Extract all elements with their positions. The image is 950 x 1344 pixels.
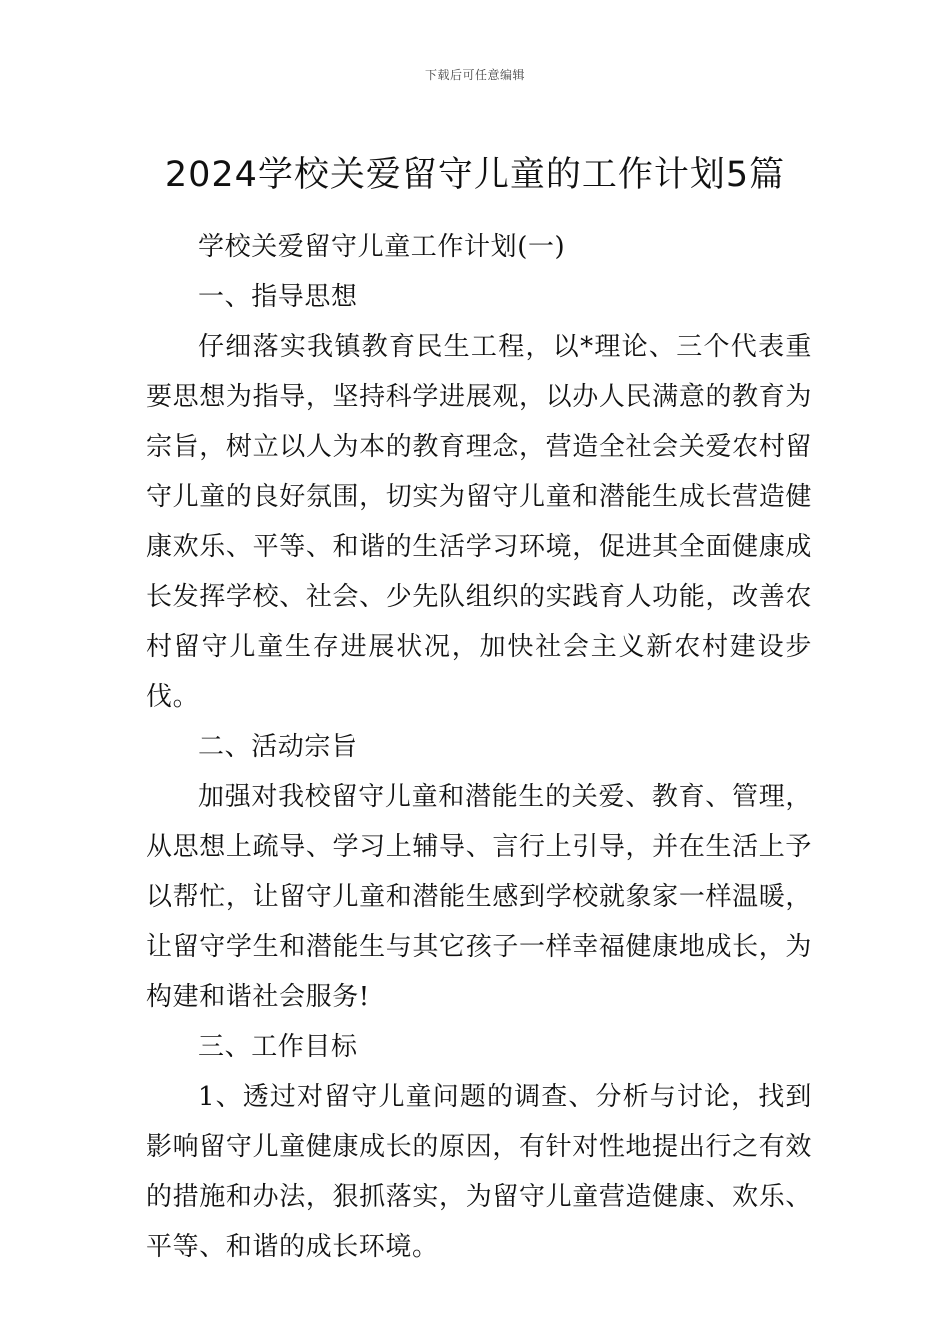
- section-heading-guiding-thought: 一、指导思想: [198, 282, 358, 312]
- paragraph-guiding-thought: 仔细落实我镇教育民生工程，以*理论、三个代表重要思想为指导，坚持科学进展观，以办人民满意的教育为宗旨，树立以人为本的教育理念，营造全社会关爱农村留守儿童的良好氛围，切实为留守儿童和潜能生成长营造健康欢乐、平等、和谐的生活学习环境，促进其全面健康成长发挥学校、社会、少先队组织的实践育人功能，改善农村留守儿童生存进展状况，加快社会主义新农村建设步伐。: [146, 332, 812, 712]
- header-note: 下载后可任意编辑: [424, 68, 525, 82]
- document-title: 2024学校关爱留守儿童的工作计划5篇: [164, 155, 786, 196]
- section-heading-activity-purpose: 二、活动宗旨: [198, 732, 358, 762]
- section-heading-work-goals: 三、工作目标: [198, 1032, 358, 1062]
- paragraph-work-goal-1: 1、透过对留守儿童问题的调查、分析与讨论，找到影响留守儿童健康成长的原因，有针对性地提出行之有效的措施和办法，狠抓落实，为留守儿童营造健康、欢乐、平等、和谐的成长环境。: [146, 1082, 812, 1262]
- paragraph-activity-purpose: 加强对我校留守儿童和潜能生的关爱、教育、管理，从思想上疏导、学习上辅导、言行上引导，并在生活上予以帮忙，让留守儿童和潜能生感到学校就象家一样温暖，让留守学生和潜能生与其它孩子一样幸福健康地成长，为构建和谐社会服务!: [146, 782, 812, 1012]
- document-body: [146, 222, 812, 1272]
- section-subtitle: 学校关爱留守儿童工作计划(一): [198, 232, 566, 262]
